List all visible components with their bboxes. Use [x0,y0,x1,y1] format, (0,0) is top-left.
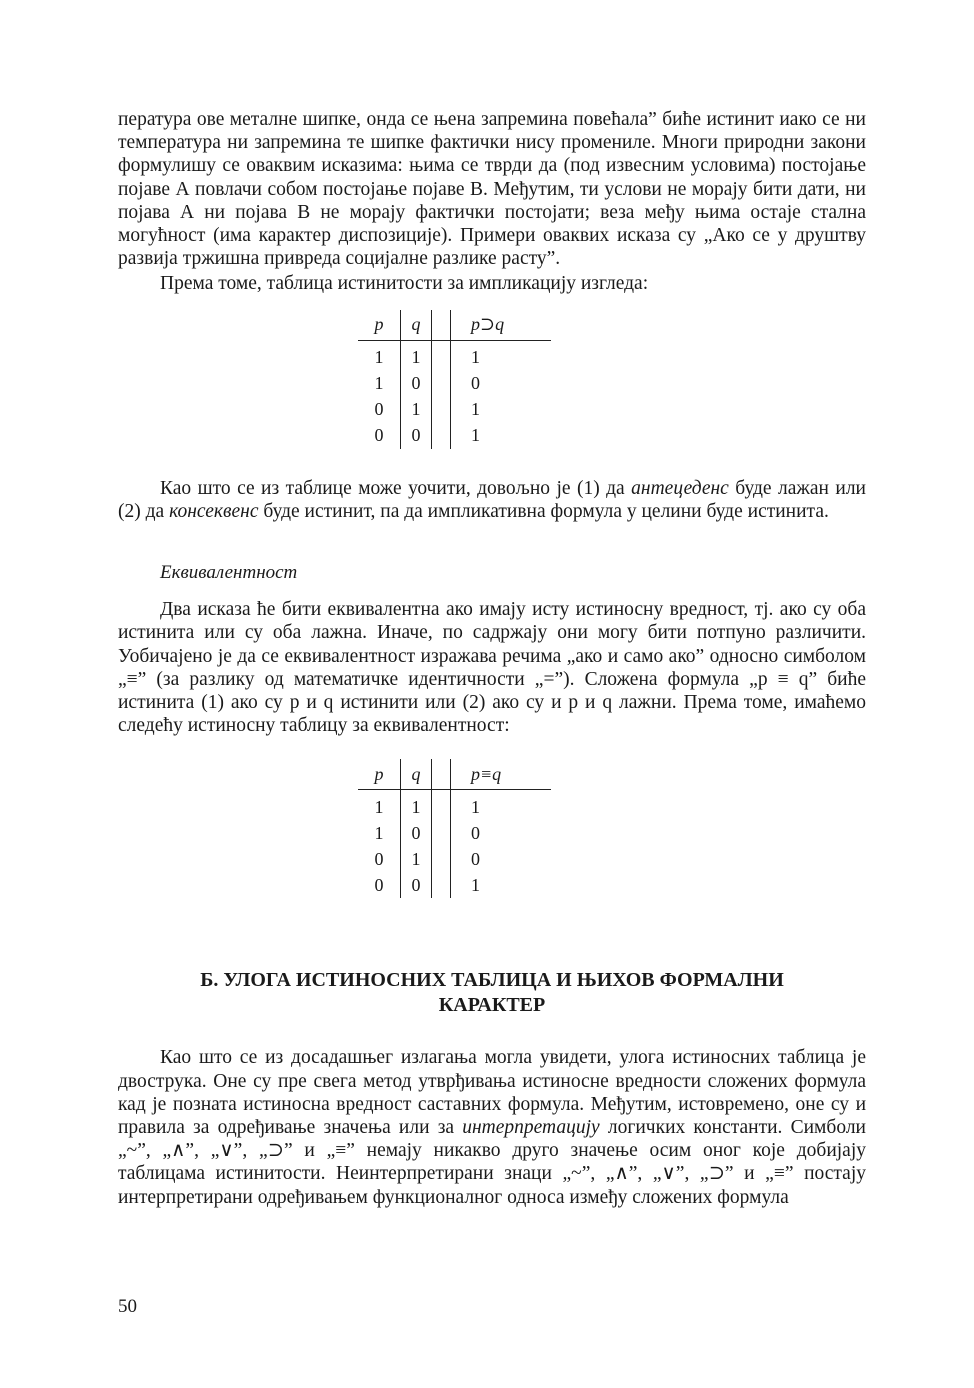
cell-p: 0 [358,872,401,898]
cell-q: 1 [401,790,432,821]
cell-result: 1 [471,425,480,446]
cell-result: 1 [471,347,480,368]
subheading-equivalence: Еквивалентност [160,562,298,584]
cell-result: 0 [471,822,480,843]
term-antecedent: антецеденс [631,477,729,499]
column-separator [432,872,451,898]
table-row [358,397,551,423]
cell-p: 1 [358,371,401,397]
cell-result: 1 [471,399,480,420]
column-separator [432,790,451,821]
table-row [358,820,551,846]
cell-q: 1 [401,340,432,371]
table-row [358,846,551,872]
text-segment: логичких константи. Симболи „~”, „∧”, „∨”, „⊃” и „≡” немају никакво друго значење осим оног које добијају таблицама истинитости. Неинтерпретирани знаци „~”, „∧”, „∨”, „⊃” и „≡” постају интерпретирани одређивањем функционалног односа између сложених формула [118,1117,866,1208]
column-separator [432,397,451,423]
column-separator [432,759,451,790]
text-segment: буде истинит, па да импликативна формула у целини буде истинита. [258,500,829,522]
paragraph-equivalence: Два исказа ће бити еквивалентна ако имају исту истиносну вредност, тј. ако су оба истинита или су оба лажна. Иначе, по садржају они могу бити потпуно различити. Уобичајено је да се еквивалентност изражава речима „ако и само ако” односно симболом „≡” (за разлику од математичке идентичности „=”). Сложена формула „p ≡ q” биће истинита (1) ако су p и q истинити или (2) ако су и p и q лажни. Према томе, имаћемо следећу истиносну таблицу за еквивалентност: [118,599,866,737]
paragraph-implication-explanation [118,477,866,523]
page-body [118,108,866,1209]
page-number: 50 [118,1296,137,1317]
cell-p: 0 [358,397,401,423]
cell-p: 0 [358,846,401,872]
text-segment: Као што се из досадашњег излагања могла увидети, улога истиносних таблица је двострука. Оне су пре свега метод утврђивања истиносне вредности сложених формула кад је позната истиносна вредност саставних формула. Међутим, истовремено, оне су и правила за одређивање значења или за [118,1047,866,1139]
term-consequent: консеквенс [169,500,259,522]
table-header-row [358,759,551,790]
table-row [358,790,551,821]
cell-q: 0 [401,820,432,846]
table-header-row [358,310,551,341]
cell-result: 1 [471,874,480,895]
header-q: q [401,310,432,341]
cell-p: 1 [358,790,401,821]
cell-p: 1 [358,820,401,846]
text-segment: буде лажан или (2) да [118,477,866,522]
cell-p: 1 [358,340,401,371]
table-row [358,872,551,898]
table-row [358,423,551,449]
header-result: p⊃q [451,310,552,341]
cell-q: 1 [401,846,432,872]
column-separator [432,371,451,397]
paragraph-continuation: пература ове металне шипке, онда се њена запремина повећала” биће истинит иако се ни температура ни запремина те шипке фактички нису промениле. Многи природни закони формулишу се оваквим исказима: њима се тврди да (под извесним условима) постојање појаве А повлачи собом постојање појаве В. Међутим, ти услови не морају бити дати, ни појава А ни појава В не морају фактички постојати; веза међу њима остаје стална могућност (има карактер диспозиције). Примери оваквих исказа су „Ако се у друштву развија тржишна привреда социјалне разлике расту”. [118,109,866,270]
paragraph-truth-tables-role [118,1046,866,1208]
term-interpretation: интерпретацију [462,1117,600,1139]
table-row [358,340,551,371]
cell-q: 0 [401,371,432,397]
truth-table-implication [358,310,551,449]
truth-table-equivalence [358,759,551,898]
column-separator [432,310,451,341]
paragraph-implication-intro: Према томе, таблица истинитости за импликацију изгледа: [160,273,649,295]
header-p: p [358,310,401,341]
cell-result: 0 [471,373,480,394]
cell-result: 0 [471,848,480,869]
column-separator [432,423,451,449]
table-row [358,371,551,397]
section-heading: Б. УЛОГА ИСТИНОСНИХ ТАБЛИЦА И ЊИХОВ ФОРМАЛНИ КАРАКТЕР [200,969,784,1017]
column-separator [432,846,451,872]
cell-p: 0 [358,423,401,449]
column-separator [432,820,451,846]
column-separator [432,340,451,371]
cell-q: 0 [401,423,432,449]
text-segment: Као што се из таблице може уочити, довољно је (1) да [160,477,632,499]
header-p: p [358,759,401,790]
header-result: p≡q [451,759,552,790]
cell-q: 0 [401,872,432,898]
header-q: q [401,759,432,790]
cell-result: 1 [471,796,480,817]
cell-q: 1 [401,397,432,423]
